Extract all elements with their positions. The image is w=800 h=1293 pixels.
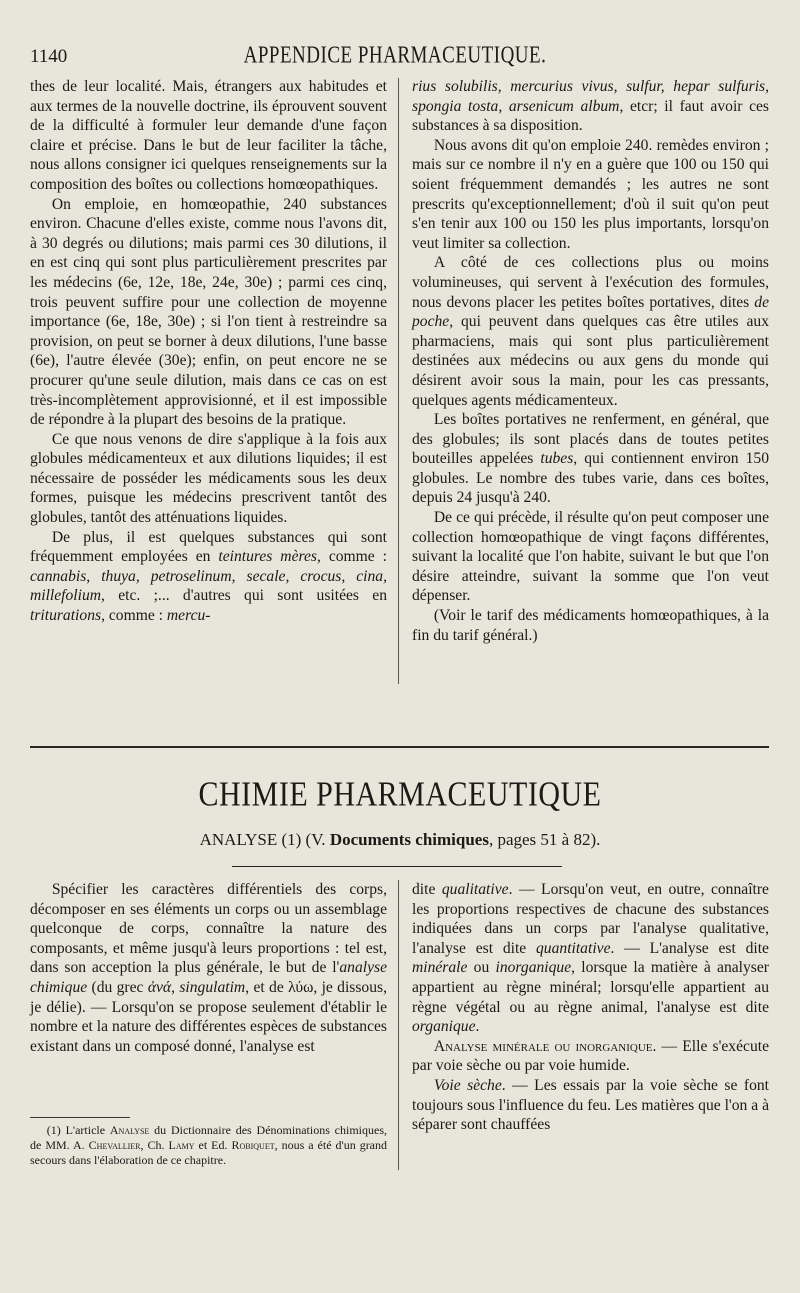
footnote-rule [30, 1117, 130, 1118]
paragraph: Les boîtes portatives ne renferment, en général, que des globules; ils sont placés dans de toutes petites bouteilles appelées tubes, qui contiennent environ 150 globules. Le nombre des tubes varie, dans ces boîtes, depuis 24 jusqu'à 240. [412, 411, 769, 507]
paragraph: (Voir le tarif des médicaments homœopathiques, à la fin du tarif général.) [412, 607, 769, 644]
subtitle-rule [232, 866, 562, 867]
top-right-column [412, 77, 769, 645]
running-title: APPENDICE PHARMACEUTIQUE. [243, 42, 547, 69]
top-left-column [30, 77, 387, 626]
section-subtitle: ANALYSE (1) (V. Documents chimiques, pages 51 à 82). [199, 830, 601, 849]
paragraph: De plus, il est quelques substances qui sont fréquemment employées en teintures mères, comme : cannabis, thuya, petroselinum, secale, crocus, cina, millefolium, etc. ;... d'autres qui sont usitées en triturations, comme : mercu- [30, 528, 387, 625]
page-header [30, 40, 760, 70]
section-title: CHIMIE PHARMACEUTIQUE [198, 775, 602, 814]
column-divider [398, 880, 399, 1170]
paragraph: Analyse minérale ou inorganique. — Elle s'exécute par voie sèche ou par voie humide. [412, 1037, 769, 1075]
footnote-text: (1) L'article Analyse du Dictionnaire des Dénominations chimiques, de MM. A. Chevallier, Ch. Lamy et Ed. Robiquet, nous a été d'un grand secours dans l'élaboration de ce chapitre. [30, 1123, 388, 1167]
column-divider [398, 78, 399, 684]
paragraph: De ce qui précède, il résulte qu'on peut composer une collection homœopathique de vingt façons différentes, suivant la localité que l'on habite, suivant le but que l'on désire atteindre, suivant la somme que l'on veut dépenser. [412, 509, 769, 605]
bottom-right-column [412, 880, 769, 1135]
paragraph: Nous avons dit qu'on emploie 240. remèdes environ ; mais sur ce nombre il n'y en a guère que 100 ou 150 qui soient fréquemment demandés ; les autres ne sont prescrits qu'exceptionnellement; d'où il suit qu'on peut s'en tenir aux 100 ou 150 les plus importants, lorsqu'on veut limiter sa collection. [412, 136, 769, 252]
paragraph: thes de leur localité. Mais, étrangers aux habitudes et aux termes de la nouvelle doctrine, ils éprouvent souvent de la difficulté à formuler leur demande d'une façon claire et précise. Dans le but de leur faciliter la tâche, nous allons consigner ici quelques renseignements sur la composition des boîtes ou collections homœopathiques. [30, 78, 387, 193]
paragraph: dite qualitative. — Lorsqu'on veut, en outre, connaître les proportions respectives de chacune des substances indiquées dans un corps par l'analyse qualitative, l'analyse est dite quantitative. — L'analyse est dite minérale ou inorganique, lorsque la matière à analyser appartient au règne minéral; lorsqu'elle appartient au règne végétal ou au règne animal, l'analyse est dite organique. [412, 881, 769, 1036]
page-number: 1140 [30, 46, 68, 67]
paragraph: On emploie, en homœopathie, 240 substances environ. Chacune d'elles existe, comme nous l'avons dit, à 30 degrés ou dilutions; mais parmi ces 30 dilutions, il en est cinq qui sont plus particulièrement prescrites par les médecins (6e, 12e, 18e, 24e, 30e) ; parmi ces cinq, trois peuvent suffire pour une collection de moyenne importance (6e, 18e, 30e) ; si l'on tient à restreindre sa provision, on peut se borner à deux dilutions, l'une basse (6e), l'autre élevée (30e); enfin, on peut encore ne se procurer qu'une seule dilution, mais dans ce cas on est très-incomplètement approvisionné, et il est impossible de répondre à la plupart des besoins de la pratique. [30, 195, 387, 429]
paragraph: Ce que nous venons de dire s'applique à la fois aux globules médicamenteux et aux dilutions liquides; il est nécessaire de posséder les médicaments sous les deux formes, puisque les médecins prescrivent tantôt des globules, tantôt des atténuations liquides. [30, 430, 387, 527]
paragraph: rius solubilis, mercurius vivus, sulfur, hepar sulfuris, spongia tosta, arsenicum album, etcr; il faut avoir ces substances à sa disposition. [412, 78, 770, 135]
paragraph: A côté de ces collections plus ou moins volumineuses, qui servent à l'exécution des formules, nous devons placer les petites boîtes portatives, dites de poche, qui peuvent dans quelques cas être utiles aux pharmaciens, mais qui sont plus particulièrement destinées aux médecins ou aux gens du monde qui désirent avoir sous la main, pour les cas pressants, quelques agents médicamenteux. [412, 254, 769, 409]
bottom-left-column [30, 880, 387, 1056]
section-rule [30, 746, 769, 748]
paragraph: Spécifier les caractères différentiels des corps, décomposer en ses éléments un corps ou un assemblage quelconque de corps, connaître la nature des composants, et même jusqu'à leurs proportions : tel est, dans son acception la plus générale, le but de l'analyse chimique (du grec ἀνά, singulatim, et de λύω, je dissous, je délie). — Lorsqu'on se propose seulement d'établir le nombre et la nature des différentes espèces de substances existant dans un composé donné, l'analyse est [30, 881, 387, 1055]
footnote [30, 1123, 387, 1168]
paragraph: Voie sèche. — Les essais par la voie sèche se font toujours sous l'influence du feu. Les matières que l'on a à séparer sont chauffées [412, 1076, 769, 1134]
